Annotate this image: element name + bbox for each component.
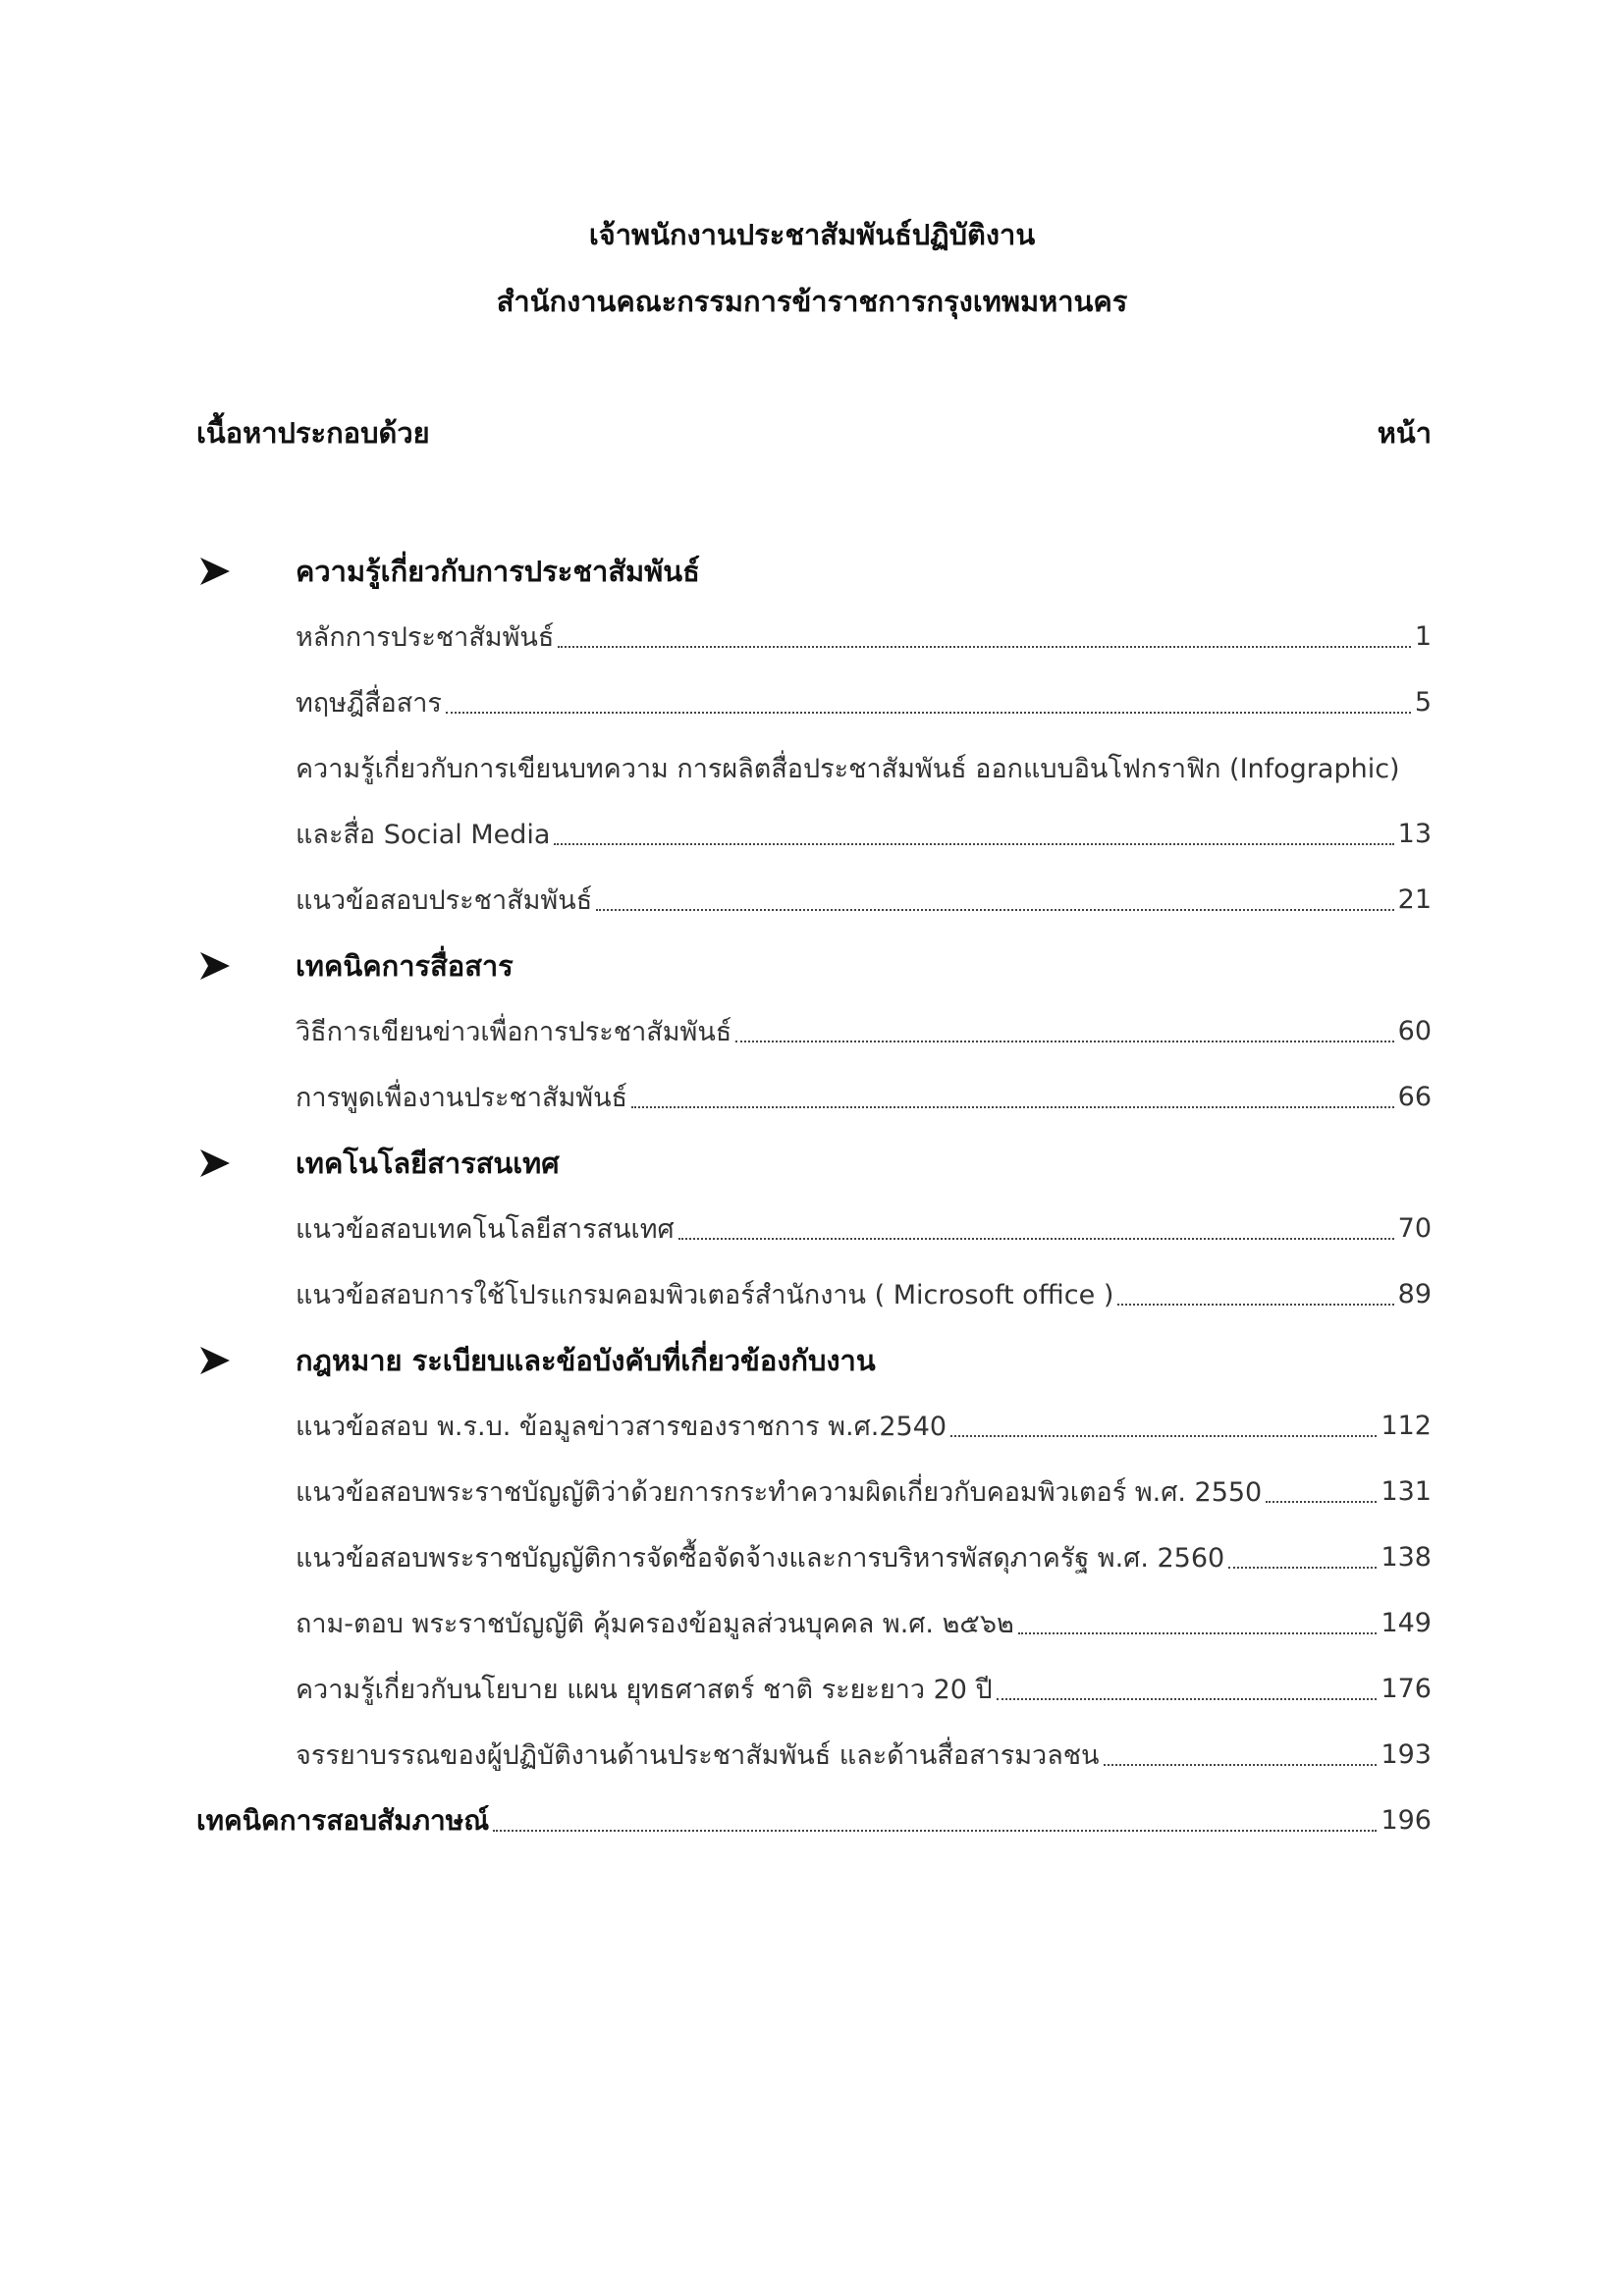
entry-title: ความรู้เกี่ยวกับการเขียนบทความ การผลิตสื่อประชาสัมพันธ์ ออกแบบอินโฟกราฟิก (Infographic) (296, 754, 1400, 784)
document-title: เจ้าพนักงานประชาสัมพันธ์ปฏิบัติงาน (588, 218, 1036, 251)
entry-title: และสื่อ Social Media (296, 820, 551, 850)
entry-title: แนวข้อสอบพระราชบัญญัติการจัดซื้อจัดจ้างและการบริหารพัสดุภาครัฐ พ.ศ. 2560 (296, 1543, 1225, 1574)
dot-leader (631, 1106, 1394, 1108)
toc-entry-continued[interactable] (296, 735, 1432, 801)
entry-title: แนวข้อสอบการใช้โปรแกรมคอมพิวเตอร์สำนักงาน ( Microsoft office ) (296, 1280, 1114, 1310)
toc-section (196, 538, 1432, 604)
toc-entry[interactable] (296, 1261, 1432, 1327)
toc-entry[interactable] (296, 1064, 1432, 1130)
entry-title: แนวข้อสอบพระราชบัญญัติว่าด้วยการกระทำความผิดเกี่ยวกับคอมพิวเตอร์ พ.ศ. 2550 (296, 1477, 1263, 1508)
entry-title: แนวข้อสอบประชาสัมพันธ์ (296, 885, 593, 916)
document-subtitle: สำนักงานคณะกรรมการข้าราชการกรุงเทพมหานคร (496, 285, 1128, 318)
section-title: เทคโนโลยีสารสนเทศ (296, 1146, 560, 1180)
toc-header (196, 410, 1432, 455)
dot-leader (493, 1830, 1377, 1832)
entry-page-number: 70 (1397, 1213, 1432, 1244)
contents-label: เนื้อหาประกอบด้วย (196, 416, 430, 450)
toc-entry[interactable] (296, 1393, 1432, 1459)
toc-entry[interactable] (296, 669, 1432, 735)
entry-title: เทคนิคการสอบสัมภาษณ์ (196, 1803, 490, 1837)
dot-leader (1104, 1764, 1378, 1766)
toc-section (196, 933, 1432, 998)
dot-leader (596, 909, 1393, 911)
dot-leader (558, 646, 1410, 648)
toc-entry[interactable] (296, 998, 1432, 1064)
toc-entry[interactable] (296, 1722, 1432, 1788)
arrow-bullet-icon (198, 1344, 232, 1377)
entry-title: แนวข้อสอบ พ.ร.บ. ข้อมูลข่าวสารของราชการ พ.ศ.2540 (296, 1412, 947, 1442)
page-column-label: หน้า (1377, 416, 1432, 450)
entry-page-number: 21 (1397, 884, 1432, 915)
entry-title: ความรู้เกี่ยวกับนโยบาย แผน ยุทธศาสตร์ ชาติ ระยะยาว 20 ปี (296, 1675, 993, 1705)
entry-page-number: 131 (1380, 1476, 1432, 1507)
toc-entry[interactable] (296, 604, 1432, 669)
section-title: เทคนิคการสื่อสาร (296, 948, 514, 983)
dot-leader (554, 843, 1393, 845)
toc-section (196, 1327, 1432, 1393)
entry-page-number: 13 (1397, 819, 1432, 849)
dot-leader (1117, 1304, 1393, 1306)
toc-entry-final[interactable] (196, 1788, 1432, 1853)
entry-title: ถาม-ตอบ พระราชบัญญัติ คุ้มครองข้อมูลส่วนบุคคล พ.ศ. ๒๕๖๒ (296, 1609, 1014, 1639)
toc-entry[interactable] (296, 801, 1432, 867)
toc-entry[interactable] (296, 1459, 1432, 1524)
dot-leader (950, 1435, 1377, 1437)
section-title: กฎหมาย ระเบียบและข้อบังคับที่เกี่ยวข้องกับงาน (296, 1343, 876, 1377)
entry-title: จรรยาบรรณของผู้ปฏิบัติงานด้านประชาสัมพันธ์ และด้านสื่อสารมวลชน (296, 1740, 1100, 1771)
entry-title: วิธีการเขียนข่าวเพื่อการประชาสัมพันธ์ (296, 1017, 732, 1047)
entry-page-number: 66 (1397, 1082, 1432, 1112)
arrow-bullet-icon (198, 555, 232, 588)
dot-leader (735, 1041, 1393, 1042)
entry-page-number: 193 (1380, 1739, 1432, 1770)
table-of-contents (196, 538, 1432, 1853)
entry-title: แนวข้อสอบเทคโนโลยีสารสนเทศ (296, 1214, 675, 1245)
entry-page-number: 112 (1380, 1411, 1432, 1441)
toc-entry[interactable] (296, 1196, 1432, 1261)
dot-leader (678, 1238, 1394, 1240)
arrow-bullet-icon (198, 949, 232, 983)
entry-page-number: 89 (1397, 1279, 1432, 1309)
entry-title: ทฤษฎีสื่อสาร (296, 688, 442, 719)
entry-page-number: 196 (1380, 1805, 1432, 1836)
entry-title: หลักการประชาสัมพันธ์ (296, 622, 555, 653)
arrow-bullet-icon (198, 1147, 232, 1180)
entry-page-number: 176 (1380, 1674, 1432, 1704)
entry-page-number: 138 (1380, 1542, 1432, 1573)
toc-entry[interactable] (296, 1524, 1432, 1590)
entry-title: การพูดเพื่องานประชาสัมพันธ์ (296, 1083, 628, 1113)
entry-page-number: 60 (1397, 1016, 1432, 1046)
toc-entry[interactable] (296, 1656, 1432, 1722)
entry-page-number: 5 (1414, 687, 1432, 718)
entry-page-number: 149 (1380, 1608, 1432, 1638)
dot-leader (1018, 1632, 1378, 1634)
toc-entry[interactable] (296, 867, 1432, 933)
toc-section (196, 1130, 1432, 1196)
dot-leader (997, 1698, 1378, 1700)
toc-entry[interactable] (296, 1590, 1432, 1656)
dot-leader (1266, 1501, 1377, 1503)
section-title: ความรู้เกี่ยวกับการประชาสัมพันธ์ (296, 554, 700, 588)
dot-leader (446, 712, 1411, 714)
dot-leader (1228, 1567, 1377, 1569)
entry-page-number: 1 (1414, 621, 1432, 652)
